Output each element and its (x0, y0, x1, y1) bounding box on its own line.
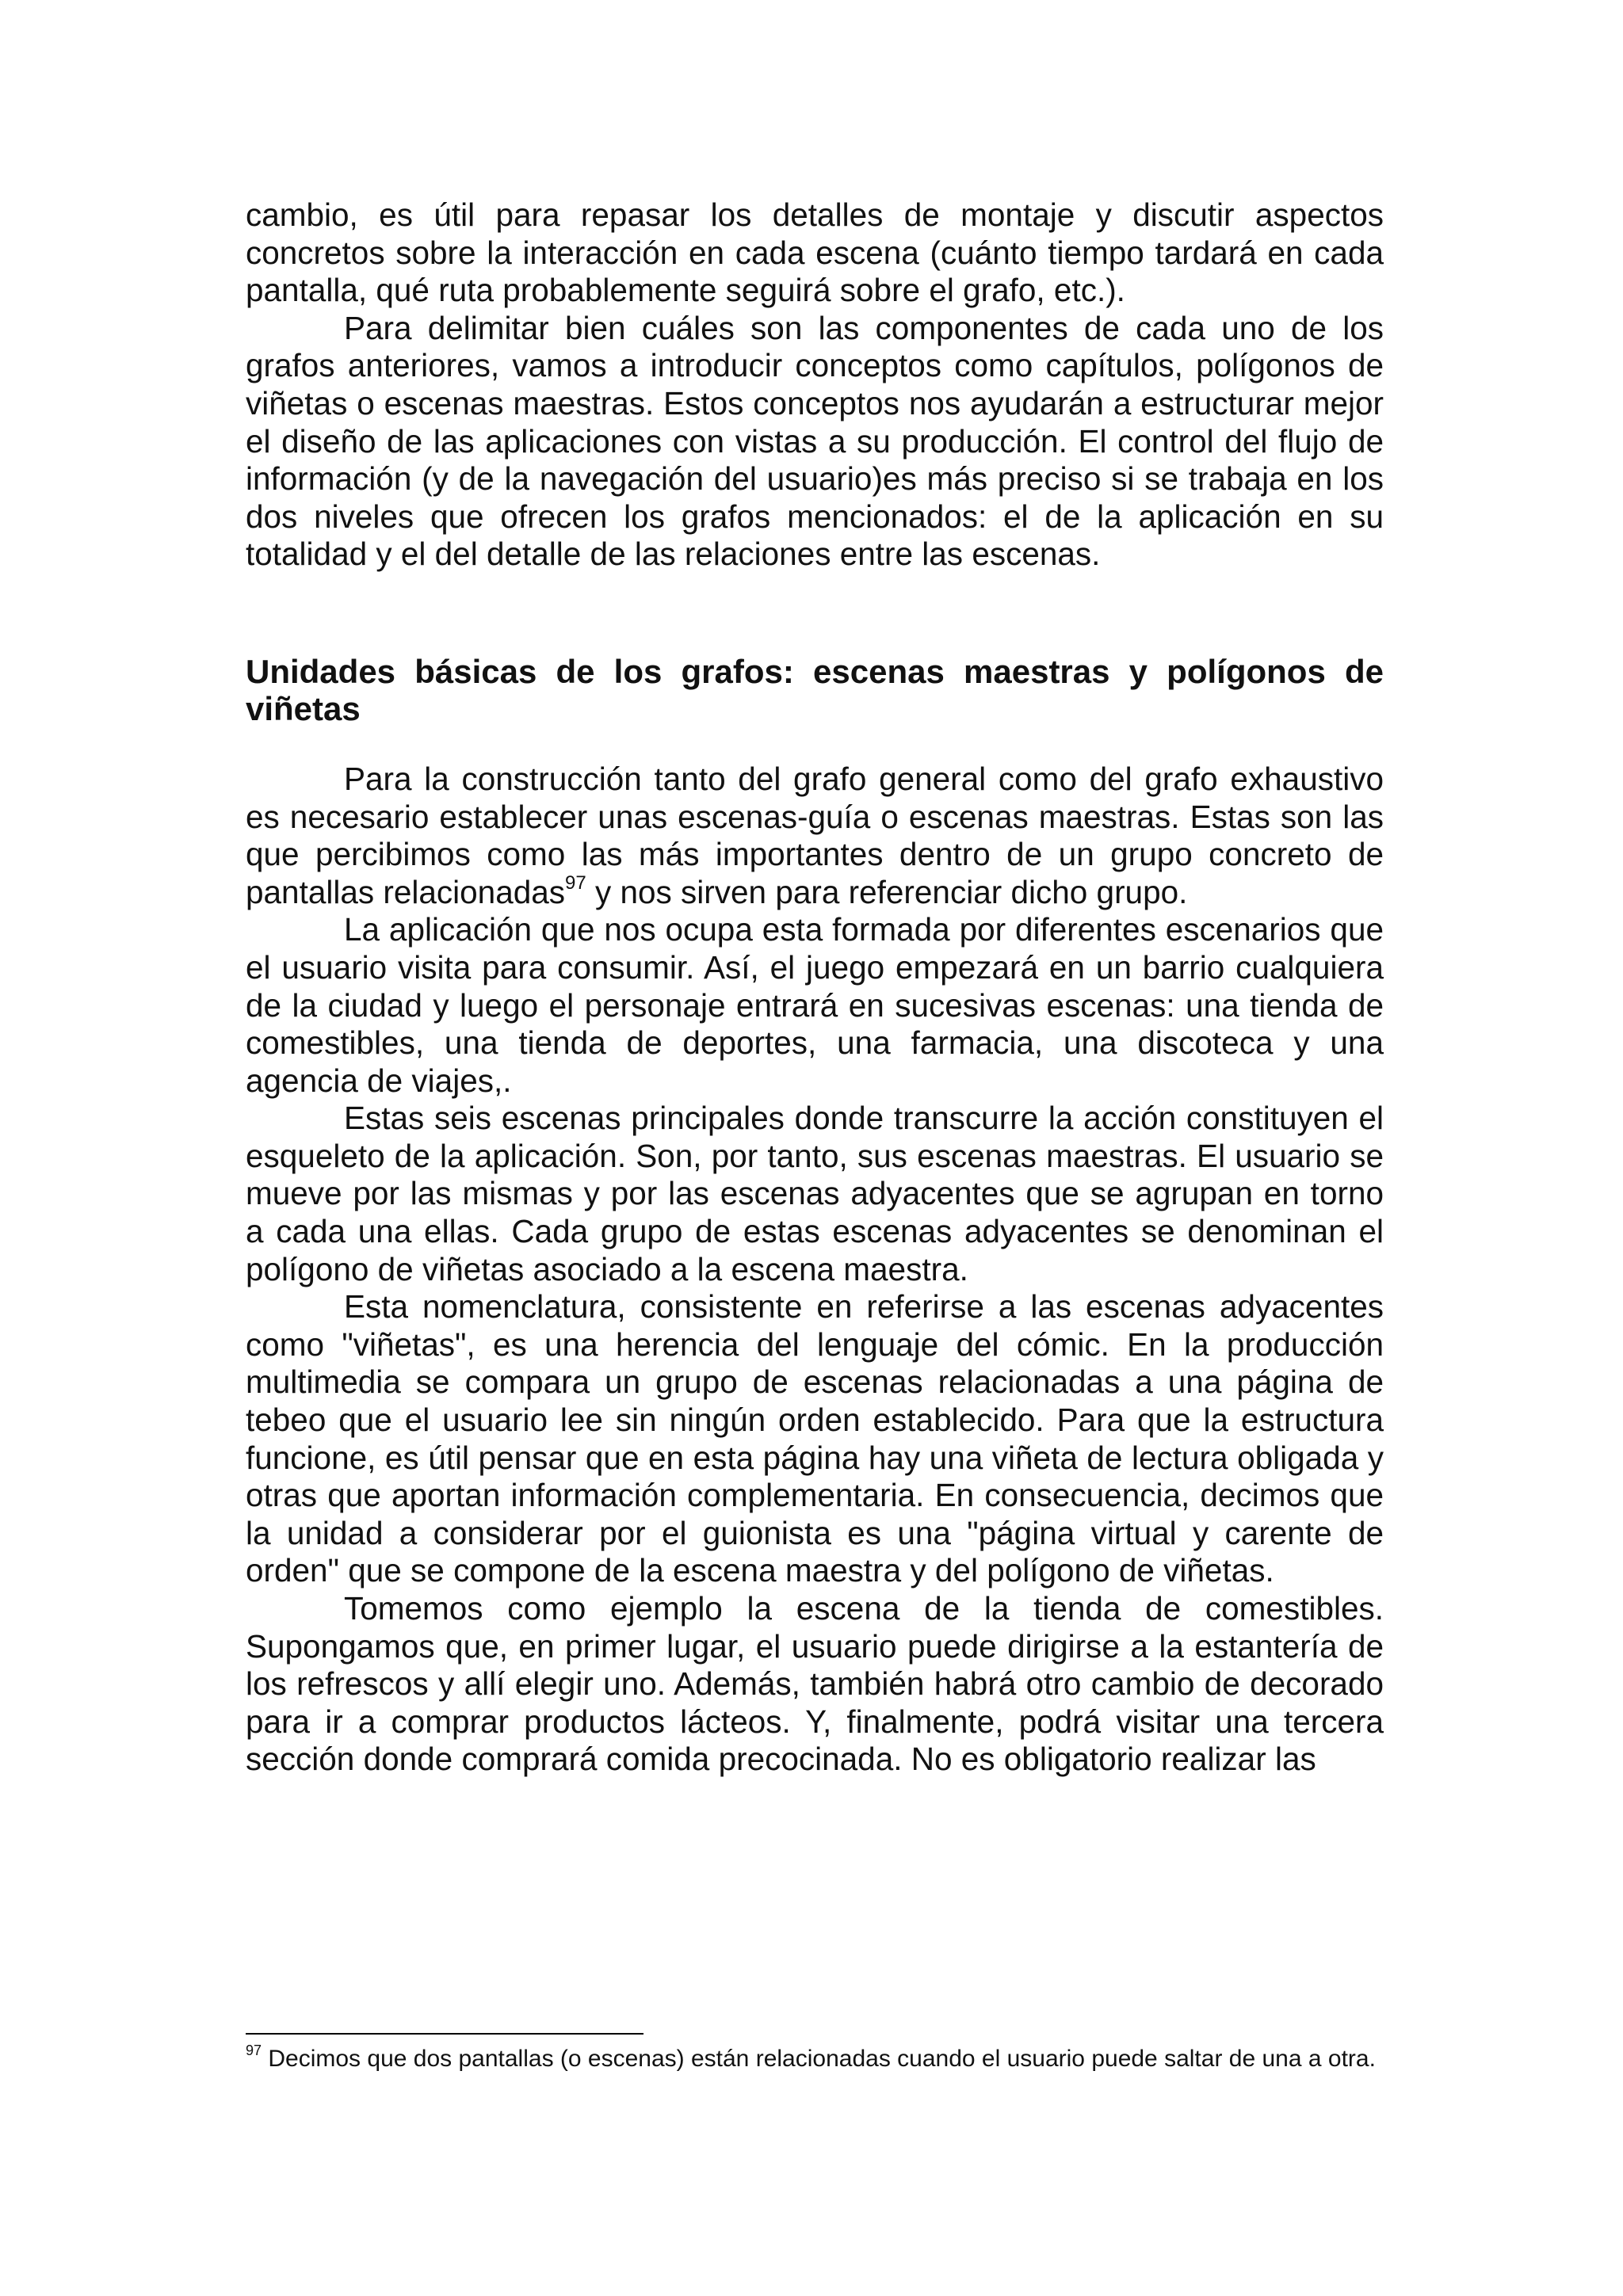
paragraph-master-scenes-tail: y nos sirven para referenciar dicho grupo. (586, 873, 1188, 910)
paragraph-master-scenes-text: Para la construcción tanto del grafo general como del grafo exhaustivo es necesario establecer unas escenas-guía o escenas maestras. Estas son las que percibimos como las más importantes dentro de un grupo concreto de pantallas relacionadas (246, 760, 1384, 910)
page-body (246, 196, 1384, 1779)
footnote-text: Decimos que dos pantallas (o escenas) están relacionadas cuando el usuario puede saltar de una a otra. (262, 2046, 1376, 2072)
paragraph-continuation: cambio, es útil para repasar los detalles de montaje y discutir aspectos concretos sobre la interacción en cada escena (cuánto tiempo tardará en cada pantalla, qué ruta probablemente seguirá sobre el grafo, etc.). (246, 196, 1384, 309)
footnote (246, 2044, 1384, 2074)
paragraph-master-scenes (246, 761, 1384, 911)
paragraph-six-scenes: Estas seis escenas principales donde transcurre la acción constituyen el esqueleto de la aplicación. Son, por tanto, sus escenas maestras. El usuario se mueve por las mismas y por las escenas adyacentes que se agrupan en torno a cada una ellas. Cada grupo de estas escenas adyacentes se denominan el polígono de viñetas asociado a la escena maestra. (246, 1100, 1384, 1287)
paragraph-grocery-example: Tomemos como ejemplo la escena de la tienda de comestibles. Supongamos que, en primer lugar, el usuario puede dirigirse a la estantería de los refrescos y allí elegir uno. Además, también habrá otro cambio de decorado para ir a comprar productos lácteos. Y, finalmente, podrá visitar una tercera sección donde comprará comida precocinada. No es obligatorio realizar las (246, 1590, 1384, 1778)
footnote-reference: 97 (565, 871, 586, 894)
paragraph-nomenclature: Esta nomenclatura, consistente en referirse a las escenas adyacentes como "viñetas", es una herencia del lenguaje del cómic. En la producción multimedia se compara un grupo de escenas relacionadas a una página de tebeo que el usuario lee sin ningún orden establecido. Para que la estructura funcione, es útil pensar que en esta página hay una viñeta de lectura obligada y otras que aportan información complementaria. En consecuencia, decimos que la unidad a considerar por el guionista es una "página virtual y carente de orden" que se compone de la escena maestra y del polígono de viñetas. (246, 1288, 1384, 1589)
paragraph-scenarios: La aplicación que nos ocupa esta formada por diferentes escenarios que el usuario visita para consumir. Así, el juego empezará en un barrio cualquiera de la ciudad y luego el personaje entrará en sucesivas escenas: una tienda de comestibles, una tienda de deportes, una farmacia, una discoteca y una agencia de viajes,. (246, 911, 1384, 1099)
section-heading: Unidades básicas de los grafos: escenas maestras y polígonos de viñetas (246, 652, 1384, 727)
footnote-number: 97 (246, 2042, 262, 2058)
paragraph-graph-components: Para delimitar bien cuáles son las componentes de cada uno de los grafos anteriores, vamos a introducir conceptos como capítulos, polígonos de viñetas o escenas maestras. Estos conceptos nos ayudarán a estructurar mejor el diseño de las aplicaciones con vistas a su producción. El control del flujo de información (y de la navegación del usuario)es más preciso si se trabaja en los dos niveles que ofrecen los grafos mencionados: el de la aplicación en su totalidad y el del detalle de las relaciones entre las escenas. (246, 309, 1384, 573)
footnote-separator (246, 2033, 643, 2035)
